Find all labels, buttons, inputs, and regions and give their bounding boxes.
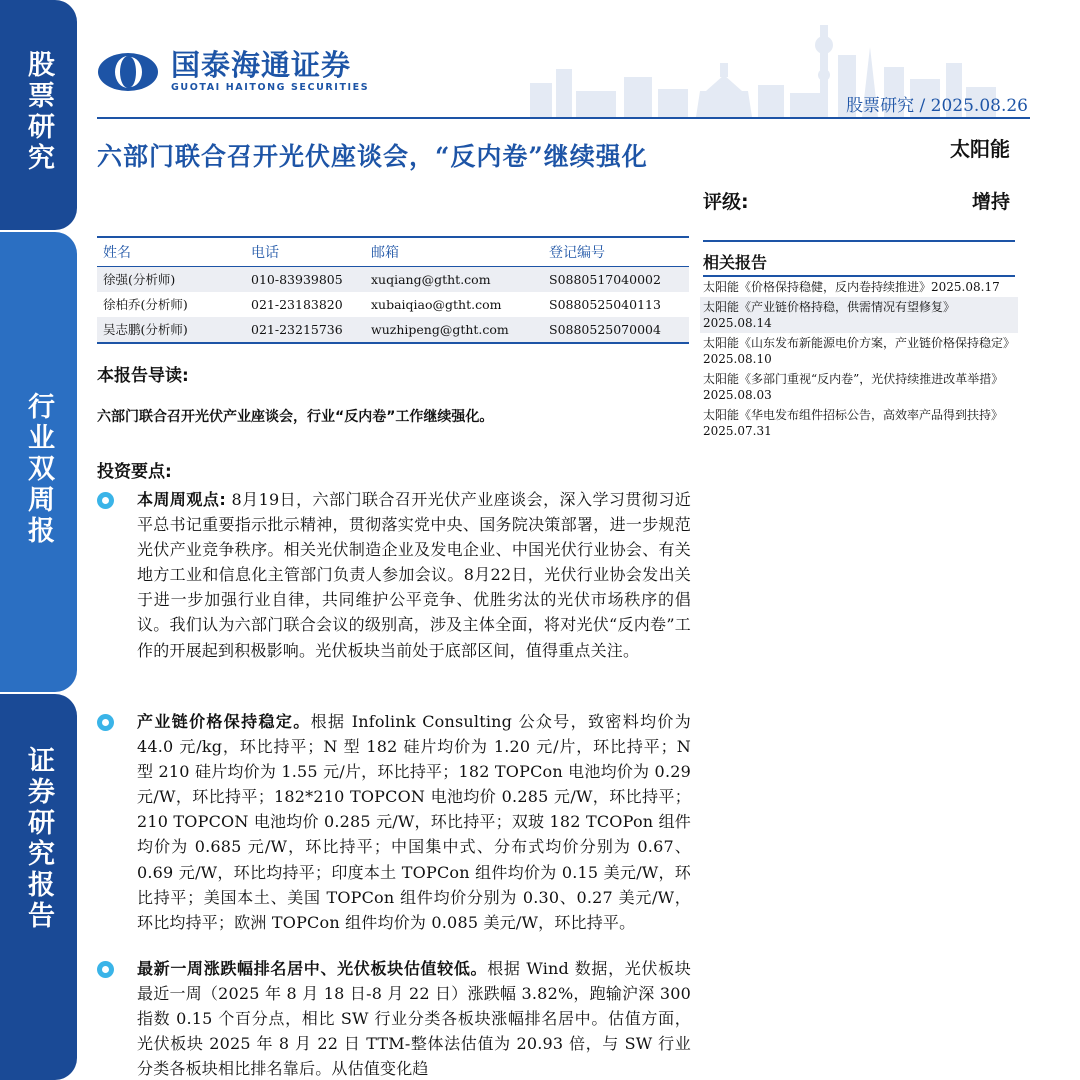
guide-title: 本报告导读:	[97, 366, 189, 386]
investment-point-text: 8月19日，六部门联合召开光伏产业座谈会，深入学习贯彻习近平总书记重要指示批示精神，贯彻落实党中央、国务院决策部署，进一步规范光伏产业竞争秩序。相关光伏制造企业及发电企业、中国光伏行业协会、有关地方工业和信息化主管部门负责人参加会议。8月22日，光伏行业协会发出关于进一步加强行业自律，共同维护公平竞争、优胜劣汰的光伏市场秩序的倡议。我们认为六部门联合会议的级别高，涉及主体全面，将对光伏“反内卷”工作的开展起到积极影响。光伏板块当前处于底部区间，值得重点关注。	[137, 490, 691, 660]
analyst-phone: 021-23215736	[245, 317, 365, 343]
logo-chinese-name: 国泰海通证券	[171, 48, 352, 82]
related-report-item[interactable]: 太阳能《产业链价格持稳，供需情况有望修复》2025.08.14	[700, 297, 1018, 333]
sidebar-tab-label: 股票研究	[23, 50, 54, 174]
sector-name: 太阳能	[950, 137, 1010, 161]
bullet-icon	[97, 492, 114, 509]
analyst-email[interactable]: wuzhipeng@gtht.com	[365, 317, 543, 343]
investment-point-text: 根据 Wind 数据，光伏板块最近一周（2025 年 8 月 18 日-8 月 22 日）涨跌幅 3.82%，跑输沪深 300 指数 0.15 个百分点，相比 SW 行业分类各板块涨幅排名居中。估值方面，光伏板块 2025 年 8 月 22 日 TTM-整体法估值为 20.93 倍，与 SW 行业分类各板块相比排名靠后。从估值变化趋	[137, 959, 691, 1079]
related-reports-list	[700, 277, 1018, 441]
rating-value: 增持	[971, 191, 1010, 213]
table-row	[97, 317, 689, 343]
sidebar-tab-label: 行业双周报	[23, 392, 54, 547]
sidebar-tab-stock-research	[0, 0, 77, 230]
table-row	[97, 292, 689, 318]
column-header-registration: 登记编号	[543, 237, 689, 266]
analyst-email[interactable]: xuqiang@gtht.com	[365, 266, 543, 292]
analyst-name: 吴志鹏(分析师)	[97, 317, 245, 343]
investment-point-body	[137, 956, 691, 1080]
report-date: / 2025.08.26	[919, 96, 1028, 116]
analyst-phone: 010-83939805	[245, 266, 365, 292]
logo-english-name: GUOTAI HAITONG SECURITIES	[171, 82, 370, 93]
column-header-phone: 电话	[245, 237, 365, 266]
guide-text: 六部门联合召开光伏产业座谈会，行业“反内卷”工作继续强化。	[97, 409, 494, 425]
sidebar-tab-research-report	[0, 694, 77, 1080]
analyst-name: 徐柏乔(分析师)	[103, 297, 188, 313]
investment-point-body	[137, 487, 691, 663]
related-reports-title: 相关报告	[703, 253, 768, 272]
report-type-date	[846, 91, 1028, 116]
investment-point-heading: 本周周观点:	[137, 490, 226, 509]
investment-point-heading: 最新一周涨跌幅排名居中、光伏板块估值较低。	[137, 959, 488, 978]
investment-points-title: 投资要点:	[97, 462, 172, 482]
report-type: 股票研究	[846, 96, 915, 116]
related-report-item[interactable]: 太阳能《多部门重视“反内卷”，光伏持续推进改革举措》2025.08.03	[703, 371, 1004, 402]
company-logo	[97, 50, 369, 93]
analyst-table-header	[97, 237, 689, 266]
investment-point	[97, 956, 691, 1080]
analyst-email[interactable]: xubaiqiao@gtht.com	[371, 296, 502, 312]
related-report-item[interactable]: 太阳能《华电发布组件招标公告，高效率产品得到扶持》2025.07.31	[703, 407, 1004, 438]
sidebar-tab-label: 证券研究报告	[23, 746, 54, 932]
logo-mark-icon	[97, 52, 159, 92]
investment-point-text: 根据 Infolink Consulting 公众号，致密料均价为 44.0 元/kg，环比持平；N 型 182 硅片均价为 1.20 元/片，环比持平；N 型 210 硅片均价为 1.55 元/片，环比持平；182 TOPCon 电池均价为 0.29 元/W，环比持平；182*210 TOPCON 电池均价 0.285 元/W，环比持平；210 TOPCON 电池均价 0.285 元/W，环比持平；双玻 182 TCOPon 组件均价为 0.685 元/W，环比持平；中国集中式、分布式均价分别为 0.67、0.69 元/W，环比均持平；印度本土 TOPCon 组件均价为 0.15 美元/W，环比持平；美国本土、美国 TOPCon 组件均价分别为 0.30、0.27 美元/W，环比均持平；欧洲 TOPCon 组件均价为 0.085 美元/W，环比持平。	[137, 712, 691, 932]
sidebar-tab-industry-biweekly	[0, 232, 77, 692]
table-row	[97, 266, 689, 292]
column-header-email: 邮箱	[365, 237, 543, 266]
bullet-icon	[97, 714, 114, 731]
analyst-registration: S0880525040113	[549, 296, 661, 312]
investment-point	[97, 709, 691, 935]
header-divider	[97, 117, 1030, 119]
investment-point-body	[137, 709, 691, 935]
analyst-table	[97, 236, 689, 344]
column-header-name: 姓名	[97, 237, 245, 266]
investment-point	[97, 487, 691, 663]
report-title: 六部门联合召开光伏座谈会，“反内卷”继续强化	[97, 142, 648, 171]
analyst-phone: 021-23183820	[251, 296, 343, 312]
analyst-registration: S0880525070004	[543, 317, 689, 343]
investment-point-heading: 产业链价格保持稳定。	[137, 712, 311, 731]
analyst-registration: S0880517040002	[543, 266, 689, 292]
rating-divider	[703, 240, 1015, 242]
bullet-icon	[97, 961, 114, 978]
related-report-item[interactable]: 太阳能《山东发布新能源电价方案，产业链价格保持稳定》2025.08.10	[703, 335, 1016, 366]
analyst-name: 徐强(分析师)	[97, 266, 245, 292]
related-report-item[interactable]: 太阳能《价格保持稳健，反内卷持续推进》2025.08.17	[703, 280, 1000, 294]
rating-label: 评级:	[703, 191, 749, 213]
